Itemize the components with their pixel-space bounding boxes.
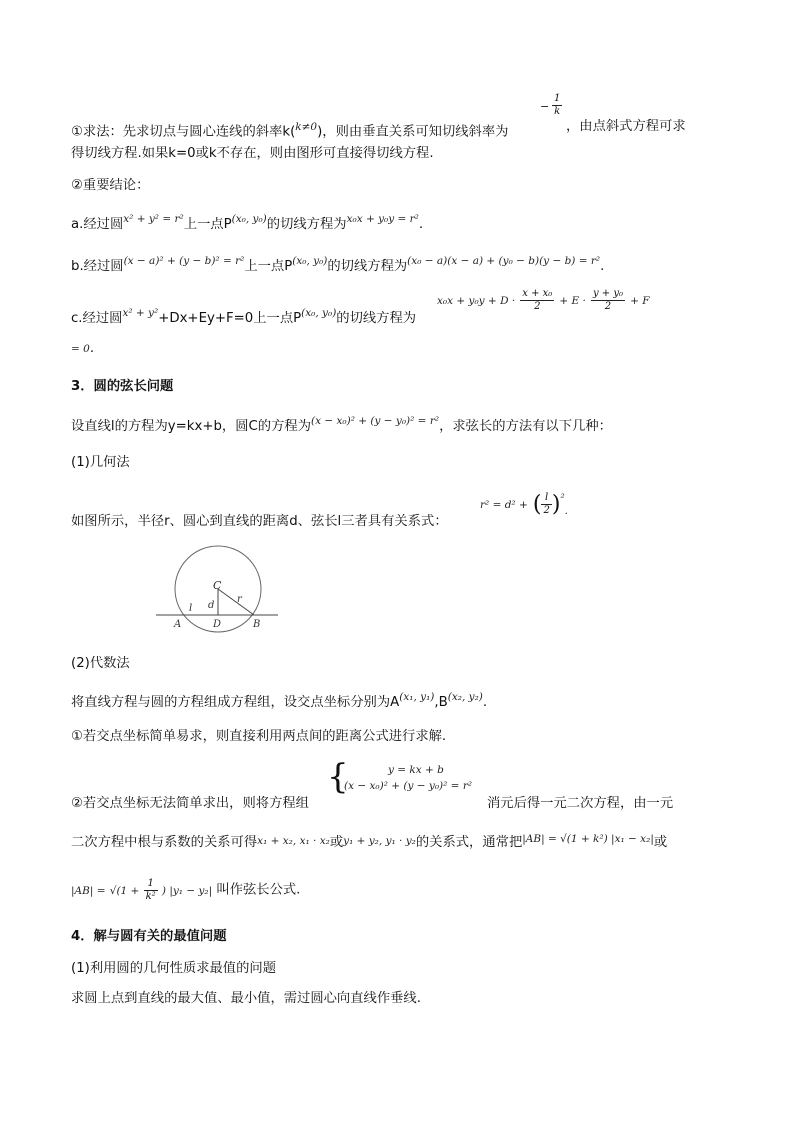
system-brace: { bbox=[327, 757, 349, 797]
geometric-method-heading: (1)几何法 bbox=[71, 455, 130, 470]
geometric-relation-formula: r² = d² + ( $\frac{l}{2}$ )$^{^2}$. bbox=[480, 492, 568, 517]
conclusion-c: c.经过圆x² + y²+Dx+Ey+F=0上一点P(x₀, y₀)的切线方程为 bbox=[71, 307, 417, 326]
complex-case-line: ②若交点坐标无法简单求出，则将方程组 bbox=[71, 796, 309, 811]
tangent-method-line-1: ①求法：先求切点与圆心连线的斜率k($^{k\ne 0}$)，则由垂直关系可知切线斜率为 − $\frac{1}{k}$ ，由点斜式方程可求 bbox=[71, 93, 686, 140]
negative-reciprocal-slope-math: $\frac{1}{k}$ bbox=[554, 93, 561, 117]
section-4-title: 4．解与圆有关的最值问题 bbox=[71, 929, 227, 944]
algebraic-method-heading: (2)代数法 bbox=[71, 656, 130, 671]
chord-length-formula-line: |AB| = √(1 + $\frac{1}{\text{k²}}$ ) |y₁ − y₂| 叫作弦长公式. bbox=[71, 878, 301, 902]
label-l: l bbox=[189, 603, 193, 614]
conclusion-c-formula: x₀x + y₀y + D · $\frac{\text{x + x₀}}{2}$ + E · $\frac{\text{y + y₀}}{2}$ + F bbox=[437, 288, 650, 312]
conclusion-c-line-2: = 0. bbox=[71, 341, 95, 356]
system-eq-1: y = kx + b bbox=[388, 764, 444, 776]
chord-setup-line: 设直线l的方程为y=kx+b，圆C的方程为(x − x₀)² + (y − y₀)² = r²，求弦长的方法有以下几种： bbox=[71, 415, 612, 434]
important-conclusions-heading: ②重要结论： bbox=[71, 178, 150, 193]
system-eq-2: (x − x₀)² + (y − y₀)² = r² bbox=[344, 780, 473, 792]
label-dd: D bbox=[213, 619, 222, 630]
vieta-relation-line: 二次方程中根与系数的关系可得x₁ + x₂, x₁ · x₂或y₁ + y₂, y₁ · y₂的关系式，通常把|AB| = √(1 + k²) |x₁ − x₂|或 bbox=[71, 833, 668, 850]
geometric-extremum-heading: (1)利用圆的几何性质求最值的问题 bbox=[71, 961, 276, 976]
conclusion-a: a.经过圆x² + y² = r²上一点P(x₀, y₀)的切线方程为x₀x + y₀y = r². bbox=[71, 213, 424, 232]
neg-sign-math: − bbox=[540, 100, 550, 113]
label-d: d bbox=[208, 600, 215, 611]
conclusion-b: b.经过圆(x − a)² + (y − b)² = r²上一点P(x₀, y₀)的切线方程为(x₀ − a)(x − a) + (y₀ − b)(y − b) = r². bbox=[71, 255, 605, 274]
radius-segment bbox=[218, 589, 254, 615]
section-3-title: 3．圆的弦长问题 bbox=[71, 379, 174, 394]
label-a: A bbox=[174, 619, 182, 630]
label-c: C bbox=[213, 579, 222, 592]
chord-circle-figure bbox=[150, 545, 290, 637]
label-b: B bbox=[253, 619, 261, 630]
complex-case-line-tail: 消元后得一元二次方程，由一元 bbox=[487, 796, 674, 811]
simple-case-line: ①若交点坐标简单易求，则直接利用两点间的距离公式进行求解. bbox=[71, 729, 447, 744]
slope-condition-math: k≠0 bbox=[295, 121, 318, 133]
label-r: r bbox=[237, 594, 242, 605]
extremum-method-line: 求圆上点到直线的最大值、最小值，需过圆心向直线作垂线. bbox=[71, 991, 421, 1006]
tangent-method-line-2: 得切线方程.如果k=0或k不存在，则由图形可直接得切线方程. bbox=[71, 146, 434, 161]
intersection-setup-line: 将直线方程与圆的方程组成方程组，设交点坐标分别为A(x₁, y₁),B(x₂, y₂). bbox=[71, 691, 488, 710]
geometric-relation-line: 如图所示，半径r、圆心到直线的距离d、弦长l三者具有关系式： bbox=[71, 514, 448, 529]
